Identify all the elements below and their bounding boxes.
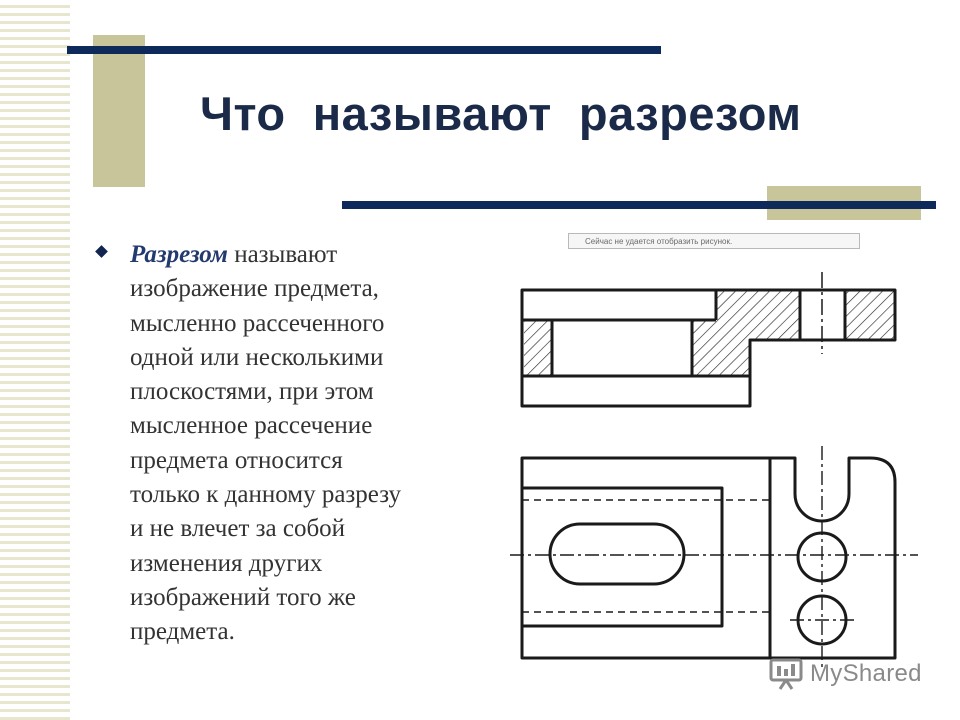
decorative-rule-middle (342, 201, 936, 209)
plan-centerlines (510, 446, 918, 670)
plan-slot (550, 524, 684, 584)
section-view (522, 290, 895, 406)
definition-body: называют изображение предмета, мысленно рассеченного одной или несколькими плоскостями, при этом мысленное рассечение предмета относится только к данному разрезу и не влечет за собой изменения других изображений того же предмета. (130, 241, 402, 646)
hatch-right (845, 290, 895, 340)
diamond-bullet-icon (95, 245, 108, 258)
decorative-rule-top (67, 46, 661, 54)
definition-term: Разрезом (130, 241, 228, 268)
plan-view (522, 458, 895, 658)
plan-inner-boss (522, 488, 722, 626)
decorative-stripes (0, 0, 70, 720)
presentation-board-icon (768, 657, 804, 691)
decorative-block-top (93, 35, 145, 187)
section-drawing (500, 232, 940, 692)
definition-text (130, 238, 510, 650)
plan-hidden-lines (522, 500, 770, 612)
watermark (768, 656, 922, 692)
hatch-step (692, 290, 800, 376)
watermark-text: MyShared (810, 660, 922, 687)
page-title: Что называют разрезом (200, 87, 802, 140)
hatch-left (524, 320, 552, 376)
image-placeholder-caption: Сейчас не удается отобразить рисунок. (568, 233, 860, 249)
